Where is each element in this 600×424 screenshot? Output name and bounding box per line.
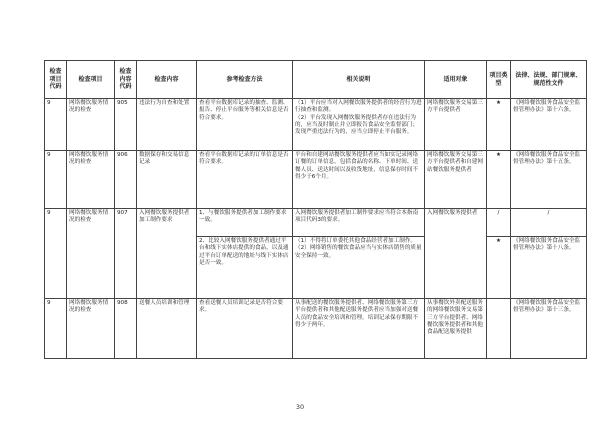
cell-content-code: 906 [115, 151, 137, 209]
header-type: 项目类型 [487, 61, 511, 99]
cell-content: 数据保存和交易信息记录 [137, 151, 197, 209]
cell-item: 网络餐饮服务情况的检查 [67, 209, 115, 299]
cell-target: 从事餐饮外卖配送服务的网络餐饮服务交易第三方平台提供者、网络餐饮服务提供者和其他食品配送服务提供 [425, 299, 487, 359]
cell-content: 送餐人员培训和管理 [137, 299, 197, 359]
cell-target: 入网餐饮服务提供者 [425, 209, 487, 299]
cell-type [487, 299, 511, 359]
cell-note: 平台和自建网站餐饮服务提供者应当如实记录网络订餐的订单信息，包括食品的名称、下单时间、送餐人员、送达时间以及收货地址，信息保存时间不得少于6个月。 [293, 151, 425, 209]
cell-note: （1）平台应当对入网餐饮服务提供者的经营行为进行抽查和监测。 （2）平台发现入网餐饮服务提供者存在违法行为的，应当及时制止并立即报告食品安全监督部门；发现严重违法行为的，应当立即停止平台服务。 [293, 99, 425, 151]
cell-note: 从事配送的餐饮服务提供者、网络餐饮服务第三方平台提供者和其他配送服务提供者应当加强对送餐人员的食品安全培训和管理。培训记录保存期限不得少于两年。 [293, 299, 425, 359]
table-header-row [45, 61, 587, 99]
cell-item-code: 9 [45, 209, 67, 299]
cell-method: 1、与餐饮服务提供者加工制作要求一致。 [197, 209, 293, 237]
inspection-table [44, 60, 587, 359]
cell-note: 入网餐饮服务提供者加工制作要求应当符合本指南项目代码3的要求。 [293, 209, 425, 237]
cell-law: / [511, 209, 587, 237]
header-note: 相关说明 [293, 61, 425, 99]
cell-item-code: 9 [45, 99, 67, 151]
cell-item-code: 9 [45, 151, 67, 209]
cell-method: 查看平台数据库记录的订单信息是否符合要求。 [197, 151, 293, 209]
table-row [45, 209, 587, 237]
header-item-code: 检查项目代码 [45, 61, 67, 99]
page-number: 30 [295, 403, 305, 411]
cell-content-code: 905 [115, 99, 137, 151]
cell-law: 《网络餐饮服务食品安全监督管理办法》第十三条。 [511, 299, 587, 359]
cell-item: 网络餐饮服务情况的检查 [67, 299, 115, 359]
cell-content: 违法行为自查和处置 [137, 99, 197, 151]
cell-content-code: 907 [115, 209, 137, 299]
cell-law: 《网络餐饮服务食品安全监督管理办法》第十八条。 [511, 237, 587, 299]
header-law: 法律、法规、部门规章、规范性文件 [511, 61, 587, 99]
header-content: 检查内容 [137, 61, 197, 99]
cell-item: 网络餐饮服务情况的检查 [67, 151, 115, 209]
cell-type: ★ [487, 151, 511, 209]
cell-law: 《网络餐饮服务食品安全监督管理办法》第十五条。 [511, 151, 587, 209]
cell-content: 入网餐饮服务提供者加工制作要求 [137, 209, 197, 299]
cell-target: 网络餐饮服务交易第三方平台提供者 [425, 99, 487, 151]
header-target: 适用对象 [425, 61, 487, 99]
header-item: 检查项目 [67, 61, 115, 99]
cell-law: 《网络餐饮服务食品安全监督管理办法》第十六条。 [511, 99, 587, 151]
cell-type: ★ [487, 99, 511, 151]
cell-content-code: 908 [115, 299, 137, 359]
cell-item: 网络餐饮服务情况的检查 [67, 99, 115, 151]
cell-method: 查看平台数据库记录的抽查、监测、报告、停止平台服务等相关信息是否符合要求。 [197, 99, 293, 151]
table-row [45, 99, 587, 151]
cell-method: 2、比较入网餐饮服务提供者通过平台和线下实体店提供的食品，以及通过平台订单配送的地址与线下实体店是否一致。 [197, 237, 293, 299]
table-row [45, 299, 587, 359]
cell-target: 网络餐饮服务交易第三方平台提供者和自建网站餐饮服务提供者 [425, 151, 487, 209]
cell-note: （1）不得将订单委托其他食品经营者加工制作。 （2）网络销售的餐饮食品应当与实体店销售的质量安全保持一致。 [293, 237, 425, 299]
cell-method: 查看送餐人员培训记录是否符合要求。 [197, 299, 293, 359]
header-content-code: 检查内容代码 [115, 61, 137, 99]
cell-type: ★ [487, 237, 511, 299]
header-method: 参考检查方法 [197, 61, 293, 99]
cell-item-code: 9 [45, 299, 67, 359]
cell-type: / [487, 209, 511, 237]
table-row [45, 151, 587, 209]
